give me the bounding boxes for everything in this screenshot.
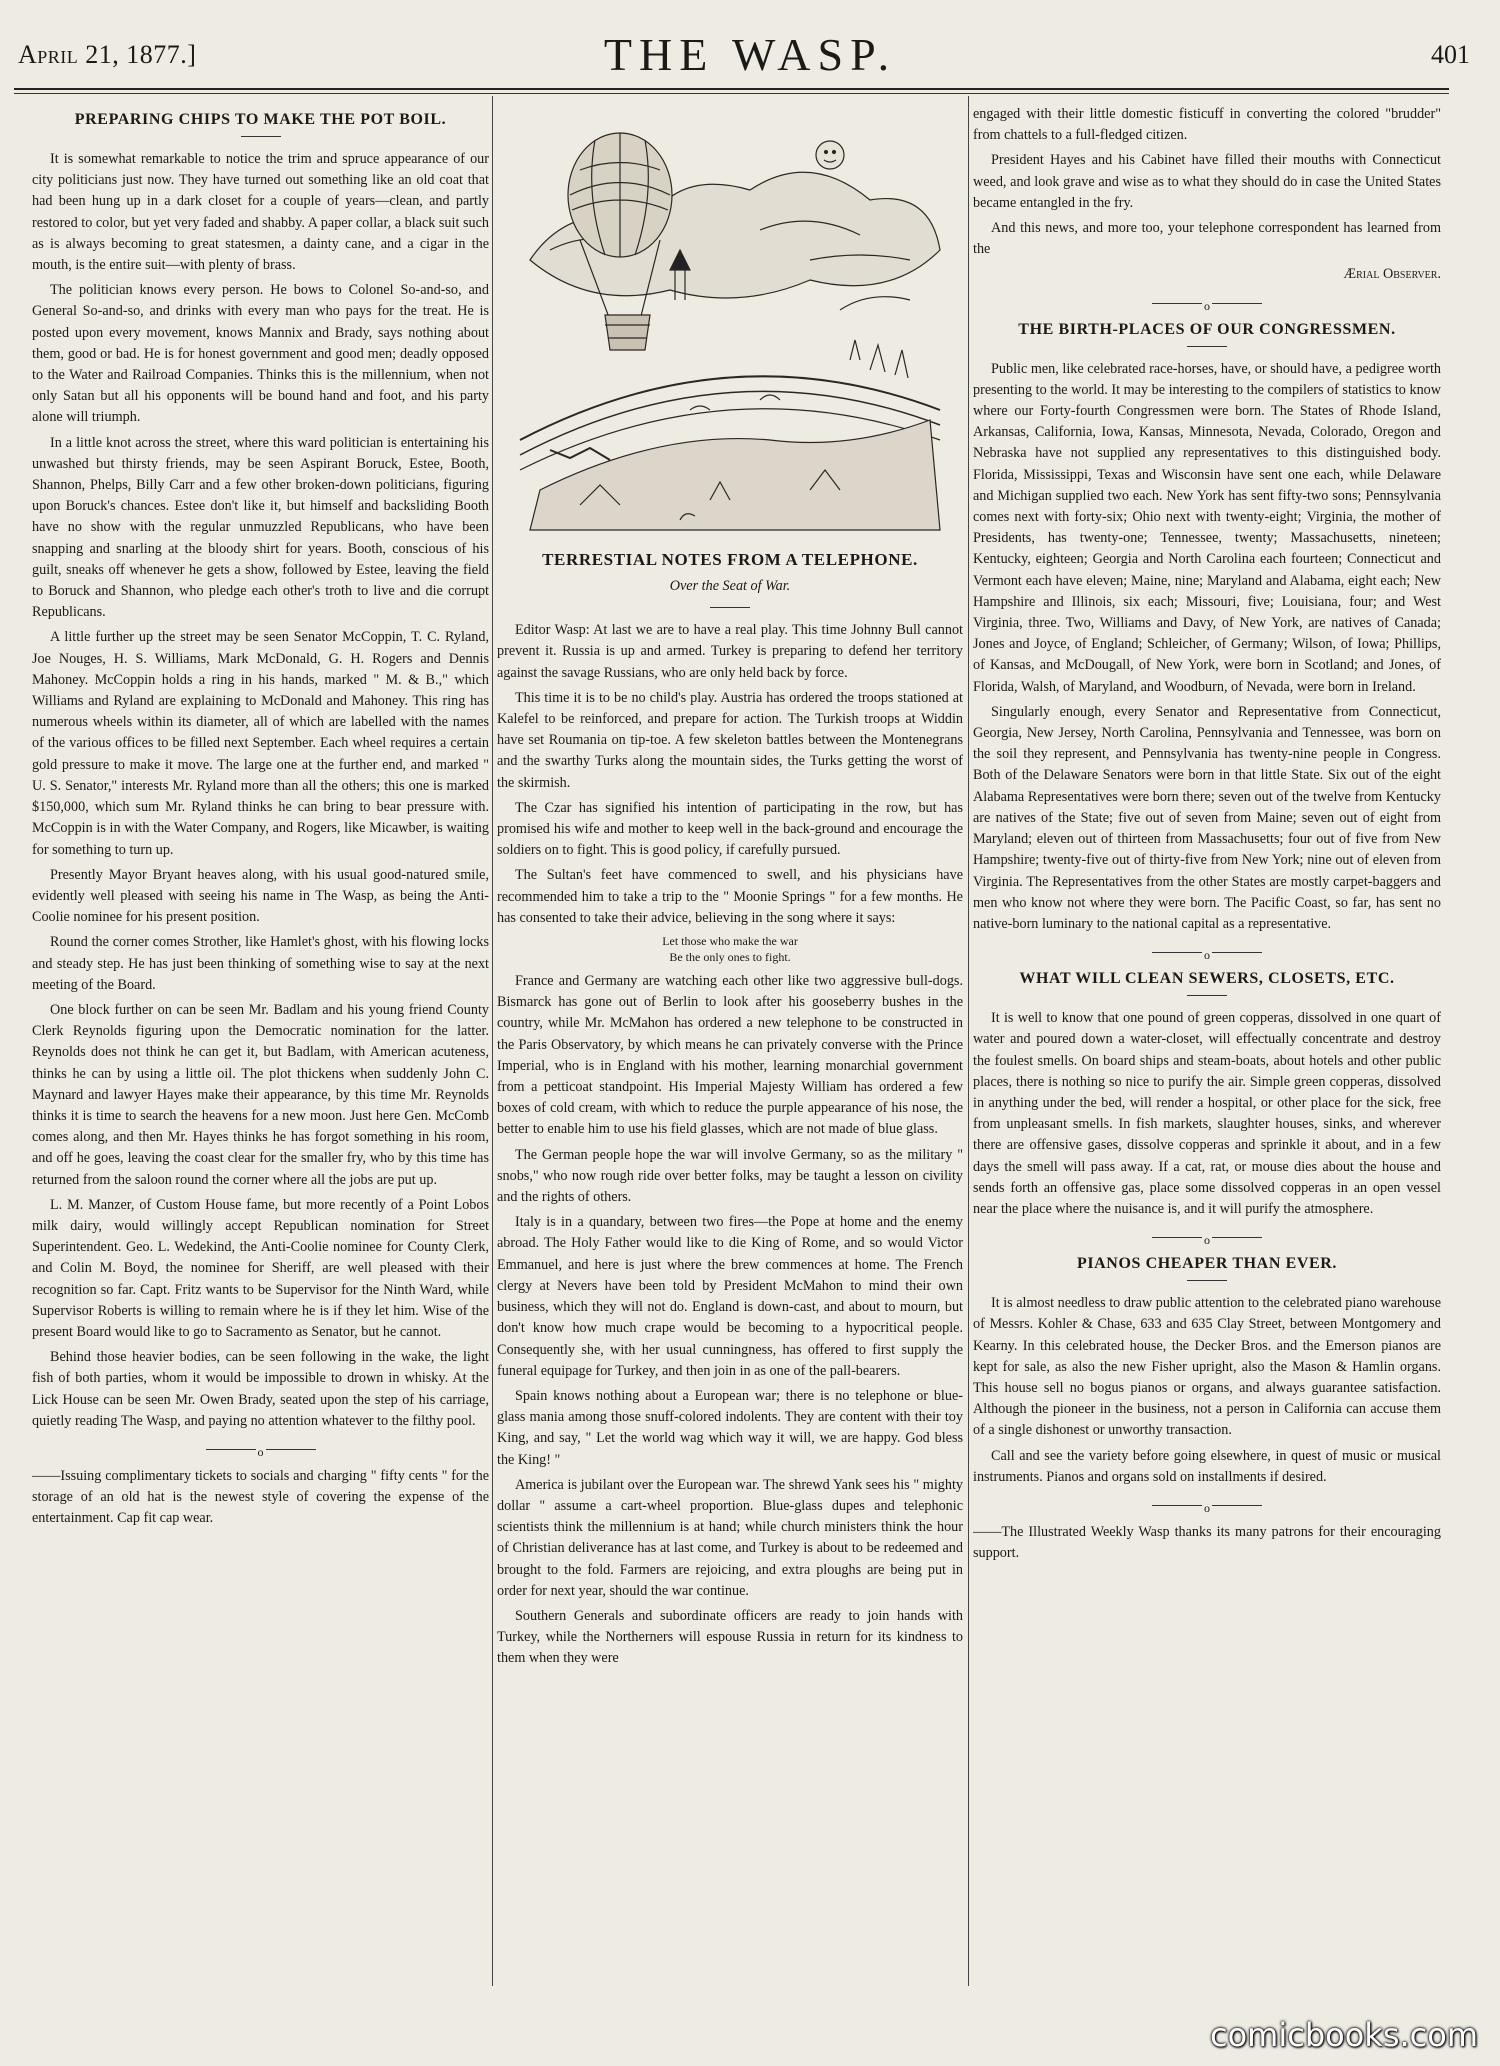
paragraph: Southern Generals and subordinate officers are ready to join hands with Turkey, while the Northerners will espouse Russia in return for its kindness to them when they were bbox=[497, 1607, 963, 1667]
masthead bbox=[0, 0, 1500, 90]
section-separator: o bbox=[973, 1498, 1441, 1512]
verse-line: Let those who make the war bbox=[662, 934, 798, 949]
title-rule bbox=[1187, 1280, 1227, 1281]
issue-date: April 21, 1877.] bbox=[18, 40, 197, 69]
page-number: 401 bbox=[1431, 40, 1470, 69]
column-1 bbox=[32, 104, 489, 1984]
paragraph: Round the corner comes Strother, like Hamlet's ghost, with his flowing locks and steady step. He has just been thinking of something wise to say at the next meeting of the Board. bbox=[32, 934, 489, 993]
header-rule bbox=[14, 88, 1449, 90]
paragraph: And this news, and more too, your telephone correspondent has learned from the bbox=[973, 220, 1441, 258]
column-3 bbox=[973, 104, 1441, 1984]
title-rule bbox=[1187, 346, 1227, 347]
article-title: WHAT WILL CLEAN SEWERS, CLOSETS, ETC. bbox=[1019, 970, 1395, 988]
section-separator: o bbox=[973, 945, 1441, 959]
paragraph: It is somewhat remarkable to notice the trim and spruce appearance of our city politicians just now. They have turned out something like an old coat that had been hung up in a dark closet for a couple of years—clean, and partly restored to color, but yet very faded and shabby. A paper collar, a black suit such as is always becoming to great statesmen, a dainty cane, and a cigar in the mouth, is the entire suit—with plenty of brass. bbox=[32, 151, 489, 274]
paragraph: It is almost needless to draw public attention to the celebrated piano warehouse of Messrs. Kohler & Chase, 633 and 635 Clay Street, between Montgomery and Kearny. In this celebrated house, the Decker Bros. and the Emerson pianos are kept for sale, as also the new Fisher upright, also the Mason & Hamlin organs. This house sell no bogus pianos or organs, and always guarantee satisfaction. Although the pioneer in the business, not a person in California can accuse them of a single dishonest or unworthy transaction. bbox=[973, 1295, 1441, 1439]
paragraph: engaged with their little domestic fisticuff in converting the colored "brudder" from chattels to a full-fledged citizen. bbox=[973, 106, 1441, 144]
paragraph: Public men, like celebrated race-horses, have, or should have, a pedigree worth presenting to the world. It may be interesting to the compilers of statistics to know where our Forty-fourth Congressmen were born. The States of Rhode Island, Arkansas, California, Iowa, Kansas, Minnesota, Nevada, Colorado, Oregon and Nebraska have not supplied any representatives to this distinguished body. Florida, Mississippi, Texas and Wisconsin have sent one each, while Delaware and Michigan supplied two each. New York has sent fifty-two sons; Pennsylvania comes next with forty-six; Ohio next with twenty-eight; Virginia, the mother of Presidents, has twenty-one; Tennessee, twenty; Massachusetts, nineteen; Kentucky, eighteen; Georgia and North Carolina each fourteen; Connecticut and Vermont each have eleven; Maine, nine; Maryland and Alabama, eight each; New Hampshire and Illinois, six each; Missouri, five; Louisiana, four; and West Virginia, three. Two, Williams and Davy, of New York, are natives of Canada; Jones and Joyce, of England; Schleicher, of Germany; Wilson, of Iowa; Phillips, of Kansas, and McDougall, of New York, were born in Scotland; and Jones, of Florida, Walsh, of Maryland, and Woodburn, of Nevada, were born in Ireland. bbox=[973, 360, 1441, 695]
signature: Ærial Observer. bbox=[1343, 266, 1441, 283]
paragraph: Presently Mayor Bryant heaves along, with his usual good-natured smile, evidently well pleased with seeing his name in The Wasp, as being the Anti-Coolie nominee for his present position. bbox=[32, 866, 489, 926]
column-2 bbox=[497, 104, 963, 1984]
paragraph: The politician knows every person. He bows to Colonel So-and-so, and General So-and-so, and drinks with every man who pays for the treat. He is posted upon every movement, knows Mannix and Brady, says nothing about them, good or bad. He is for honest government and good men; deadly opposed to the Water and Railroad Companies. Thinks this is the millennium, when not only Satan but all his opponents will be bound hand and foot, and his party alone will triumph. bbox=[32, 282, 489, 426]
paragraph: France and Germany are watching each other like two aggressive bull-dogs. Bismarck has gone out of Berlin to look after his gooseberry bushes in the country, while Mr. McMahon has ordered a new telephone to be constructed in the Paris Observatory, by which means he can privately converse with the Prince Imperial, who is in England with his mother, learning monarchial government from a petticoat standpoint. His Imperial Majesty William has ordered a few boxes of cold cream, with which to reduce the purple appearance of his nose, the better to enable him to use his field glasses, which are not made of blue glass. bbox=[497, 973, 963, 1138]
paragraph: Singularly enough, every Senator and Representative from Connecticut, Georgia, New Jersey, North Carolina, Pennsylvania and Tennessee, was born on the soil they represent, and Pennsylvania has twenty-nine people in Congress. Both of the Delaware Senators were born in that little State. Six out of the eight Alabama Representatives were born there; seven out of the twelve from Kentucky are natives of the State; five out of seven from Maine; seven out of eight from Maryland; eleven out of thirteen from Massachusetts; four out of five from New Hampshire; twenty-five out of thirty-five from New York; nine out of eleven from Virginia. The Representatives from the other States are mostly carpet-baggers and men who know not where they were born. The Pacific Coast, so far, has sent no native-born luminary to the national capital as a representative. bbox=[973, 703, 1441, 932]
paragraph: L. M. Manzer, of Custom House fame, but more recently of a Point Lobos milk dairy, would willingly accept Republican nomination for Street Superintendent. Geo. L. Wedekind, the Anti-Coolie nominee for County Clerk, and Colin M. Boyd, the nominee for Sheriff, are well pleased with their recognition so far. Capt. Fritz wants to be Supervisor for the Ninth Ward, while Supervisor Roberts is willing to remain where he is if they let him. Wise of the present Board would like to go to Sacramento as Senator, but he cannot. bbox=[32, 1196, 489, 1340]
article-title: TERRESTIAL NOTES FROM A TELEPHONE. bbox=[542, 550, 918, 569]
paragraph-note: ——The Illustrated Weekly Wasp thanks its many patrons for their encouraging support. bbox=[973, 1523, 1441, 1562]
section-separator: o bbox=[973, 296, 1441, 310]
section-separator: o bbox=[32, 1442, 489, 1456]
watermark: comicbooks.com bbox=[1209, 2016, 1478, 2054]
paragraph: Behind those heavier bodies, can be seen following in the wake, the light fish of both parties, whom it would be impossible to drown in whisky. At the Lick House can be seen Mr. Owen Brady, seated upon the step of his carriage, quietly reading The Wasp, and paying no attention whatever to the filthy pool. bbox=[32, 1349, 489, 1429]
title-rule bbox=[1187, 995, 1227, 996]
paragraph: The German people hope the war will involve Germany, so as the military " snobs," who now rough ride over better folks, may be taught a lesson on civility and the rights of others. bbox=[497, 1146, 963, 1206]
verse-line: Be the only ones to fight. bbox=[669, 950, 791, 965]
balloon-illustration bbox=[510, 110, 950, 540]
paragraph: Editor Wasp: At last we are to have a real play. This time Johnny Bull cannot prevent it. Russia is up and armed. Turkey is preparing to defend her territory against the savage Russians, who are only held back by force. bbox=[497, 622, 963, 681]
article-title: THE BIRTH-PLACES OF OUR CONGRESSMEN. bbox=[1018, 320, 1396, 338]
title-rule bbox=[710, 607, 750, 608]
paragraph: President Hayes and his Cabinet have filled their mouths with Connecticut weed, and look grave and wise as to what they should do in case the United States became entangled in the fry. bbox=[973, 152, 1441, 211]
paragraph: This time it is to be no child's play. Austria has ordered the troops stationed at Kalefel to be reinforced, and prepare for action. The Turkish troops at Widdin have set Roumania on tip-toe. A few skeleton battles between the Montenegrans and the swarthy Turks along the mountain sides, the Turks getting the worst of the skirmish. bbox=[497, 689, 963, 791]
paragraph: In a little knot across the street, where this ward politician is entertaining his unwashed but thirsty friends, may be seen Aspirant Boruck, Estee, Booth, Shannon, Phelps, Billy Carr and a few other broken-down politicians, figuring upon Boruck's chances. Estee don't like it, but himself and backsliding Booth have no show with the regular unmuzzled Republicans, who have been snapping and snarling at the bloody shirt for years. Booth, conscious of his guilt, sneaks off whenever he gets a show, followed by Estee, leaving the field to Boruck and Shannon, who pledge each other's troth to live and die corrupt Republicans. bbox=[32, 434, 489, 621]
column-divider bbox=[968, 96, 969, 1986]
paragraph: One block further on can be seen Mr. Badlam and his young friend County Clerk Reynolds figuring upon the Democratic nomination for the latter. Reynolds does not think he can get it, but Badlam, with American acuteness, thinks he can by using a little oil. The plot thickens when suddenly John C. Maynard and lawyer Hayes make their appearance, by this time Mr. Reynolds thinks it is time to search the heavens for a new moon. Just here Gen. McComb comes along, and then Mr. Hayes thinks he has forgot something in his room, and off he goes, leaving the coast clear for the smaller fry, who by this time has returned from the saloon round the corner where all the jobs are put up. bbox=[32, 1001, 489, 1188]
column-divider bbox=[492, 96, 493, 1986]
article-subtitle: Over the Seat of War. bbox=[669, 578, 791, 594]
paragraph: It is well to know that one pound of green copperas, dissolved in one quart of water and poured down a water-closet, will effectually concentrate and destroy the foulest smells. On board ships and steam-boats, about hotels and other public places, there is nothing so nice to purify the air. Simple green copperas, dissolved in anything under the bed, will render a hospital, or other place for the sick, free from unpleasant smells. In fish markets, slaughter houses, sinks, and wherever there are offensive gases, dissolve copperas and sprinkle it about, and in a few days the smell will pass away. If a cat, rat, or mouse dies about the house and sends forth an offensive gas, place some dissolved copperas in an open vessel near the place where the nuisance is, and it will purify the atmosphere. bbox=[973, 1010, 1441, 1217]
title-rule bbox=[241, 136, 281, 137]
article-title: PIANOS CHEAPER THAN EVER. bbox=[1076, 1255, 1338, 1273]
paragraph: Italy is in a quandary, between two fires—the Pope at home and the enemy abroad. The Holy Father would like to die King of Rome, and so would Victor Emmanuel, and here is just where the brew commences at home. The French clergy at Nevers have been told by President McMahon to mind their own business, which they will not do. England is down-cast, and about to mourn, but don't know how much crape would be becoming to a hypocritical people. Consequently she, with her usual cunningness, has offered to first supply the funeral equipage for Turkey, and then join in as one of the pall-bearers. bbox=[497, 1214, 963, 1379]
paragraph: America is jubilant over the European war. The shrewd Yank sees his " mighty dollar " assume a cart-wheel proportion. Blue-glass dupes and telephonic scientists think the millennium is at hand; while church ministers think the hour of Christian deliverance has at last come, and Turkey is about to be redeemed and brought to the fold. Farmers are rejoicing, and extra ploughs are being put in order for next year, should the war continue. bbox=[497, 1476, 963, 1599]
header-rule-thin bbox=[14, 93, 1449, 94]
section-separator: o bbox=[973, 1230, 1441, 1244]
paragraph: Spain knows nothing about a European war; there is no telephone or blue-glass mania among those snuff-colored indolents. They are content with their toy King, and say, " Let the world wag which way it will, we are happy. God bless the King! " bbox=[497, 1387, 963, 1468]
newspaper-title: THE WASP. bbox=[603, 29, 897, 80]
paragraph: The Czar has signified his intention of participating in the row, but has promised his wife and mother to keep well in the back-ground and encourage the soldiers on to fight. This is good policy, if carefully pursued. bbox=[497, 799, 963, 859]
paragraph: The Sultan's feet have commenced to swell, and his physicians have recommended him to take a trip to the " Moonie Springs " for a few months. He has consented to take their advice, believing in the song where it says: bbox=[497, 867, 963, 926]
paragraph-note: ——Issuing complimentary tickets to socials and charging " fifty cents " for the storage of an old hat is the newest style of covering the expense of the entertainment. Cap fit cap wear. bbox=[32, 1467, 489, 1527]
article-title: PREPARING CHIPS TO MAKE THE POT BOIL. bbox=[74, 111, 447, 128]
paragraph: A little further up the street may be seen Senator McCoppin, T. C. Ryland, Joe Nouges, H. S. Williams, Mark McDonald, G. H. Rogers and Dennis Mahoney. McCoppin holds a ring in his hands, marked " M. & B.," which Williams and Ryland are explaining to McDonald and Mahoney. This ring has numerous wheels within its diameter, all of which are labelled with the names of the various offices to be filled next September. Each wheel requires a certain gold pressure to make it move. The large one at the further end, and marked " U. S. Senator," interests Mr. Ryland more than all the others; this one is marked $150,000, which sum Mr. Ryland thinks he can bring to bear pressure with. McCoppin is in with the Water Company, and Rogers, like Micawber, is waiting for something to turn up. bbox=[32, 629, 489, 858]
paragraph: Call and see the variety before going elsewhere, in quest of music or musical instruments. Pianos and organs sold on installments if desired. bbox=[973, 1447, 1441, 1485]
